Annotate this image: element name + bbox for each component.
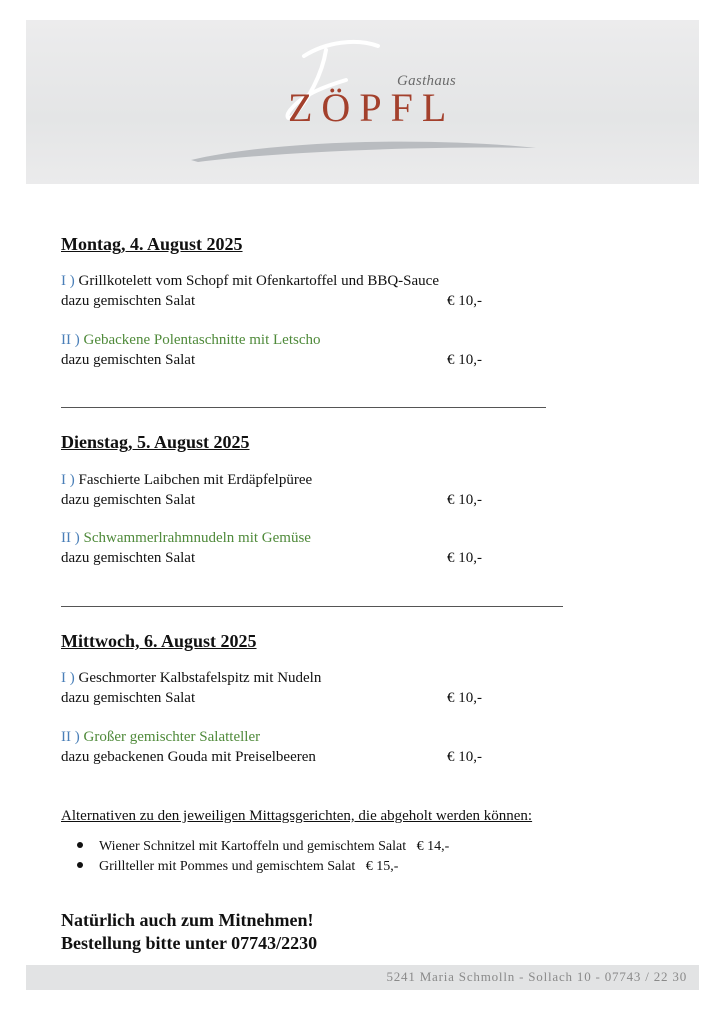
bullet-icon <box>77 862 83 868</box>
day-title-monday: Montag, 4. August 2025 <box>61 234 243 254</box>
dish-price: € 10,- <box>447 492 482 508</box>
day-title-tuesday: Dienstag, 5. August 2025 <box>61 432 250 452</box>
separator-line <box>61 407 546 408</box>
dish-side: dazu gebackenen Gouda mit Preiselbeeren <box>61 749 316 765</box>
footer-bar <box>26 965 699 990</box>
alternative-item <box>77 839 449 855</box>
dish-line <box>61 729 260 746</box>
dish-name: Schwammerlrahmnudeln mit Gemüse <box>83 530 311 546</box>
dish-number: I ) <box>61 472 75 488</box>
dish-line <box>61 670 321 687</box>
dish-name: Geschmorter Kalbstafelspitz mit Nudeln <box>78 670 322 686</box>
logo-swoosh <box>191 142 536 162</box>
dish-line <box>61 530 311 547</box>
dish-price: € 10,- <box>447 749 482 765</box>
dish-price: € 10,- <box>447 293 482 309</box>
dish-side: dazu gemischten Salat <box>61 352 196 368</box>
dish-number: I ) <box>61 273 75 289</box>
day-title-wednesday: Mittwoch, 6. August 2025 <box>61 631 257 651</box>
footer-address: 5241 Maria Schmolln - Sollach 10 - 07743 / 22 30 <box>386 969 687 984</box>
dish-name: Faschierte Laibchen mit Erdäpfelpüree <box>78 472 313 488</box>
order-phone-note: Bestellung bitte unter 07743/2230 <box>61 933 318 953</box>
dish-side: dazu gemischten Salat <box>61 690 196 706</box>
separator-line <box>61 606 563 607</box>
dish-number: II ) <box>61 530 80 546</box>
dish-side: dazu gemischten Salat <box>61 293 196 309</box>
dish-price: € 10,- <box>447 352 482 368</box>
dish-number: I ) <box>61 670 75 686</box>
dish-number: II ) <box>61 729 80 745</box>
dish-name: Großer gemischter Salatteller <box>83 729 261 745</box>
alternative-text: Grillteller mit Pommes und gemischtem Salat € 15,- <box>99 859 399 874</box>
dish-price: € 10,- <box>447 550 482 566</box>
dish-side: dazu gemischten Salat <box>61 492 196 508</box>
dish-line <box>61 332 321 349</box>
dish-name: Grillkotelett vom Schopf mit Ofenkartoffel und BBQ-Sauce <box>78 273 439 289</box>
dish-price: € 10,- <box>447 690 482 706</box>
dish-number: II ) <box>61 332 80 348</box>
alternative-item <box>77 859 398 875</box>
brand-subtitle: Gasthaus <box>397 73 457 89</box>
bullet-icon <box>77 842 83 848</box>
alternative-text: Wiener Schnitzel mit Kartoffeln und gemischtem Salat € 14,- <box>99 839 450 854</box>
dish-name: Gebackene Polentaschnitte mit Letscho <box>83 332 321 348</box>
dish-side: dazu gemischten Salat <box>61 550 196 566</box>
alternatives-title: Alternativen zu den jeweiligen Mittagsgerichten, die abgeholt werden können: <box>61 808 533 824</box>
dish-line <box>61 472 312 489</box>
header-banner <box>26 20 699 184</box>
takeaway-note: Natürlich auch zum Mitnehmen! <box>61 910 314 930</box>
dish-line <box>61 273 439 290</box>
brand-name: ZÖPFL <box>288 85 456 130</box>
